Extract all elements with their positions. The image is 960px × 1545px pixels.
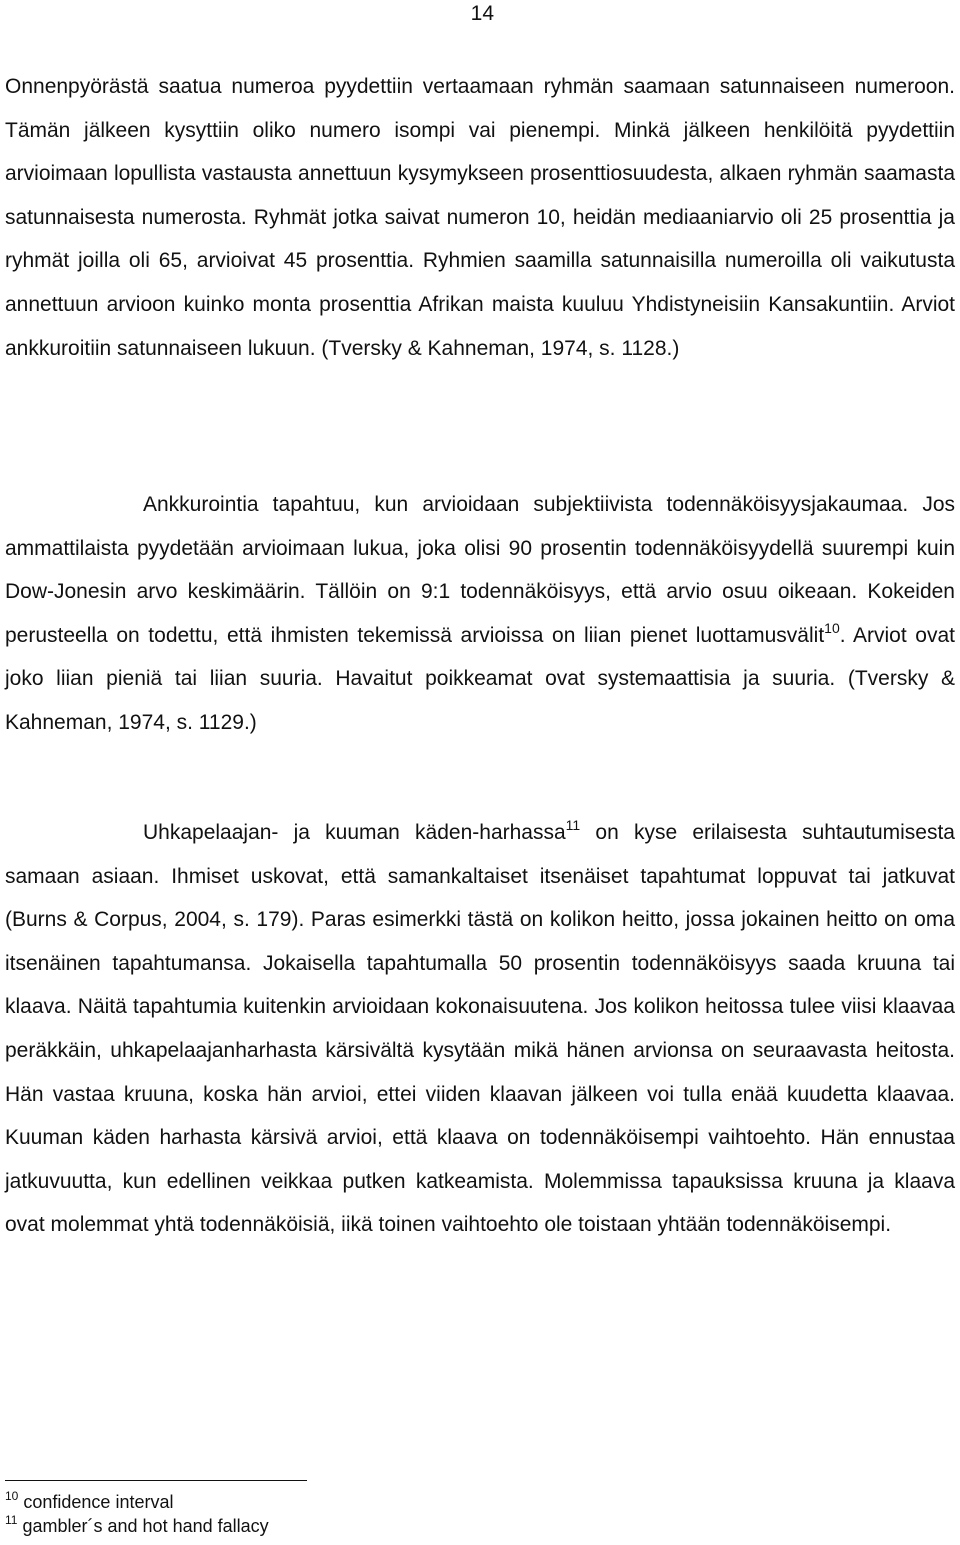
paragraph-3-text-before: Uhkapelaajan- ja kuuman käden-harhassa (143, 821, 566, 844)
paragraph-3 (5, 811, 955, 1247)
footnote-number: 11 (5, 1513, 18, 1527)
footnote-ref-11: 11 (565, 817, 581, 833)
footnotes (5, 1490, 269, 1538)
paragraph-3-text-after: on kyse erilaisesta suhtautumisesta samaan asiaan. Ihmiset uskovat, että samankaltaiset itsenäiset tapahtumat loppuvat tai jatkuvat (Burns & Corpus, 2004, s. 179). Paras esimerkki tästä on kolikon heitto, jossa jokainen heitto on oma itsenäinen tapahtumansa. Jokaisella tapahtumalla 50 prosentin todennäköisyys saada kruuna tai klaava. Näitä tapahtumia kuitenkin arvioidaan kokonaisuutena. Jos kolikon heitossa tulee viisi klaavaa peräkkäin, uhkapelaajanharhasta kärsivältä kysytään mikä hänen arvionsa on seuraavasta heitosta. Hän vastaa kruuna, koska hän arvioi, ettei viiden klaavan jälkeen voi tulla enää kuudetta klaavaa. Kuuman käden harhasta kärsivä arvioi, että klaava on todennäköisempi vaihtoehto. Hän ennustaa jatkuvuutta, kun edellinen veikkaa putken katkeamista. Molemmissa tapauksissa kruuna ja klaava ovat molemmat yhtä todennäköisiä, iikä toinen vaihtoehto ole toistaan yhtään todennäköisempi. (5, 821, 955, 1237)
paragraph-2-text-after: . Arviot ovat joko liian pieniä tai liian suuria. Havaitut poikkeamat ovat systemaattisia ja suuria. (Tversky & Kahneman, 1974, s. 1129.) (5, 623, 955, 734)
footnote-number: 10 (5, 1489, 19, 1503)
footnote-ref-10: 10 (824, 619, 840, 636)
footnote-text: confidence interval (23, 1492, 174, 1512)
paragraph-1 (5, 65, 955, 370)
paragraph-2 (5, 483, 955, 745)
footnote-separator (5, 1480, 307, 1481)
footnote-text: gambler´s and hot hand fallacy (22, 1516, 269, 1536)
footnote-10 (5, 1490, 269, 1514)
page-number: 14 (470, 2, 494, 25)
paragraph-1-text: Onnenpyörästä saatua numeroa pyydettiin vertaamaan ryhmän saamaan satunnaiseen numeroon. Tämän jälkeen kysyttiin oliko numero isompi vai pienempi. Minkä jälkeen henkilöitä pyydettiin arvioimaan lopullista vastausta annettuun kysymykseen prosenttiosuudesta, alkaen ryhmän saamasta satunnaisesta numerosta. Ryhmät jotka saivat numeron 10, heidän mediaaniarvio oli 25 prosenttia ja ryhmät joilla oli 65, arvioivat 45 prosenttia. Ryhmien saamilla satunnaisilla numeroilla oli vaikutusta annettuun arvioon kuinko monta prosenttia Afrikan maista kuuluu Yhdistyneisiin Kansakuntiin. Arviot ankkuroitiin satunnaiseen lukuun. (Tversky & Kahneman, 1974, s. 1128.) (5, 75, 955, 360)
footnote-11 (5, 1514, 269, 1538)
paragraph-2-text-before: Ankkurointia tapahtuu, kun arvioidaan subjektiivista todennäköisyysjakaumaa. Jos ammattilaista pyydetään arvioimaan lukua, joka olisi 90 prosentin todennäköisyydellä suurempi kuin Dow-Jonesin arvo keskimäärin. Tällöin on 9:1 todennäköisyys, että arvio osuu oikeaan. Kokeiden perusteella on todettu, että ihmisten tekemissä arvioissa on liian pienet luottamusvälit (5, 493, 955, 647)
